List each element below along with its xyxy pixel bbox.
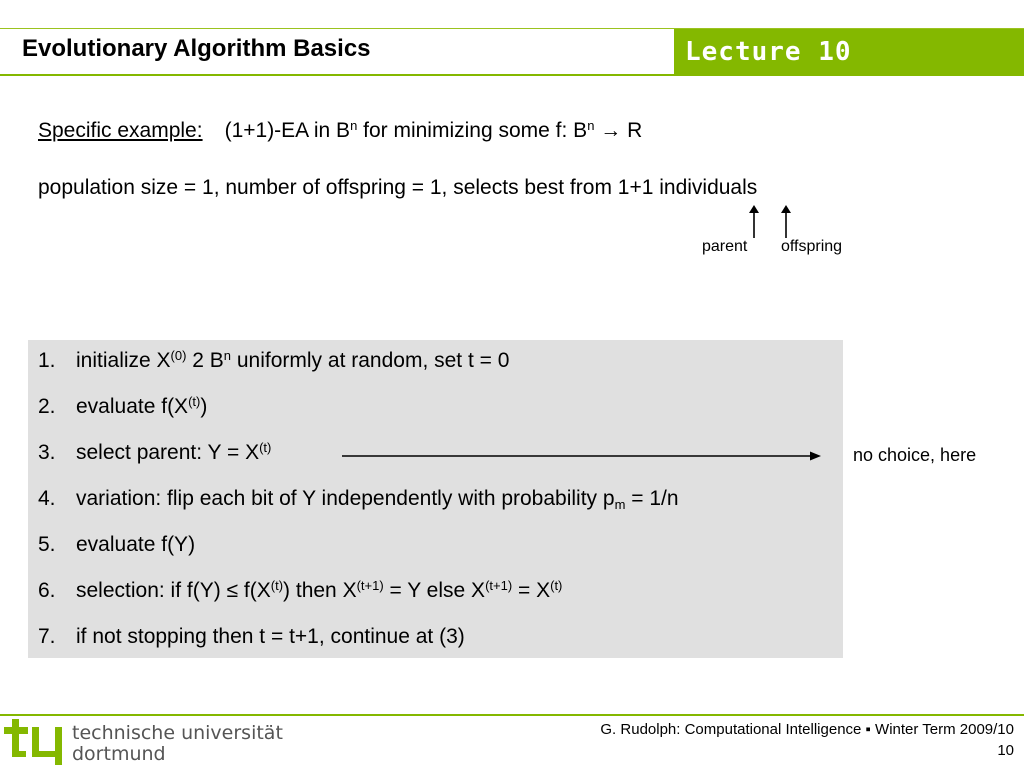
example-text-b: for minimizing some f: B — [357, 119, 588, 142]
lecture-badge — [674, 29, 1024, 75]
page-number: 10 — [997, 742, 1014, 759]
population-line: population size = 1, number of offspring = 1, selects best from 1+1 individuals — [38, 176, 758, 199]
right-arrow-icon — [340, 448, 824, 464]
step-5: 5. evaluate f(Y) — [38, 533, 196, 556]
example-sup-b: n — [587, 118, 595, 133]
parent-label: parent — [702, 238, 748, 255]
slide-title: Evolutionary Algorithm Basics — [22, 35, 371, 62]
tu-logo-icon — [4, 719, 68, 765]
algorithm-box — [28, 340, 843, 658]
step-4: 4. variation: flip each bit of Y independently with probability $p_m = 1/n$ — [38, 487, 679, 512]
example-text-c: → R — [594, 119, 643, 142]
example-text-a: (1+1)-EA in B — [224, 119, 351, 142]
no-choice-note: no choice, here — [853, 445, 977, 465]
step-6: 6. selection: if $f(Y) \le f(X^{(t)})$ then $X^{(t+1)} = Y$ else $X^{(t+1)} = X^{(t)}$ — [38, 578, 563, 602]
university-name: technische universität dortmund — [72, 722, 283, 765]
header-divider — [0, 74, 1024, 76]
parent-arrow-icon — [749, 205, 759, 238]
footer-credit: G. Rudolph: Computational Intelligence ▪ Winter Term 2009/10 — [600, 721, 1014, 738]
step-3: 3. select parent: $Y = X^{(t)}$ — [38, 440, 272, 464]
example-label: Specific example: — [38, 119, 203, 142]
footer-divider — [0, 714, 1024, 716]
offspring-arrow-icon — [781, 205, 791, 238]
step-7: 7. if not stopping then t = t+1, continue at (3) — [38, 625, 465, 648]
step-2: 2. evaluate $f(X^{(t)})$ — [38, 394, 208, 418]
example-sup-a: n — [350, 118, 358, 133]
lecture-label: Lecture 10 — [685, 37, 852, 67]
up-arrows — [740, 204, 800, 240]
example-line — [38, 119, 642, 143]
offspring-label: offspring — [781, 238, 843, 255]
step-1: 1. initialize $X^{(0)}$ 2 $B^n$ uniformly at random, set t = 0 — [38, 348, 510, 372]
